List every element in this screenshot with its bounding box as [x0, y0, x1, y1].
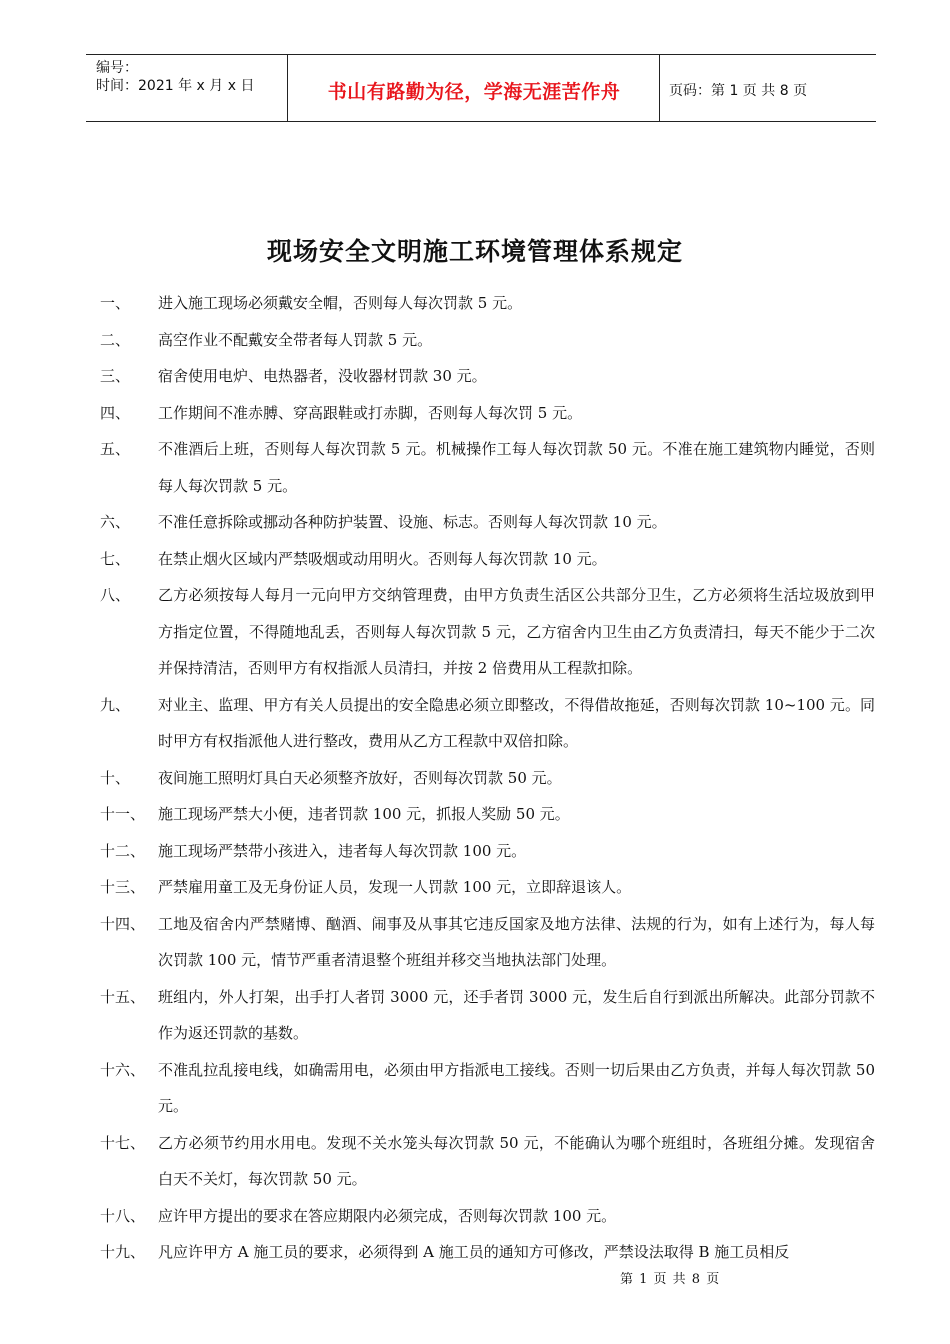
document-header [86, 54, 876, 122]
rule-number: 十一、 [100, 805, 146, 823]
rule-number: 十五、 [100, 987, 146, 1006]
rule-text: 不准任意拆除或挪动各种防护装置、设施、标志。否则每人每次罚款 10 元。 [158, 513, 667, 531]
document-time-label: 时间：2021 年 x 月 x 日 [96, 78, 255, 94]
header-motto: 书山有路勤为径，学海无涯苦作舟 [327, 81, 621, 103]
rule-number: 五、 [100, 440, 131, 458]
rule-item [100, 322, 875, 359]
rule-item [100, 358, 875, 395]
rule-number: 三、 [100, 367, 131, 385]
rule-text: 工作期间不准赤膊、穿高跟鞋或打赤脚，否则每人每次罚 5 元。 [158, 403, 583, 422]
rule-item [100, 504, 875, 541]
rule-text: 不准酒后上班，否则每人每次罚款 5 元。机械操作工每人每次罚款 50 元。不准在施工建筑物内睡觉，否则每人每次罚款 5 元。 [158, 440, 875, 495]
rule-text: 乙方必须按每人每月一元向甲方交纳管理费，由甲方负责生活区公共部分卫生，乙方必须将生活垃圾放到甲方指定位置，不得随地乱丢，否则每人每次罚款 5 元，乙方宿舍内卫生由乙方负责清扫，每天不能少于二次并保持清洁，否则甲方有权指派人员清扫，并按 2 倍费用从工程款扣除。 [158, 586, 875, 677]
header-meta [96, 59, 254, 95]
rule-number: 十、 [100, 768, 131, 787]
header-divider [287, 55, 288, 121]
rule-item [100, 833, 875, 870]
rule-number: 四、 [100, 403, 131, 422]
rule-item [100, 1234, 875, 1271]
rule-number: 二、 [100, 330, 131, 349]
rule-number: 七、 [100, 549, 131, 568]
document-number-label: 编号： [96, 60, 138, 76]
rule-number: 十二、 [100, 841, 146, 860]
rule-item [100, 869, 875, 906]
rule-item [100, 431, 875, 504]
rule-number: 九、 [100, 695, 131, 714]
rule-text: 宿舍使用电炉、电热器者，没收器材罚款 30 元。 [158, 367, 487, 385]
rule-number: 八、 [100, 586, 131, 604]
rule-number: 一、 [100, 294, 131, 312]
rule-item [100, 1052, 875, 1125]
rule-text: 进入施工现场必须戴安全帽，否则每人每次罚款 5 元。 [158, 294, 523, 312]
rule-number: 十八、 [100, 1206, 146, 1225]
rule-number: 十三、 [100, 878, 146, 896]
rule-text: 夜间施工照明灯具白天必须整齐放好，否则每次罚款 50 元。 [158, 768, 562, 787]
rule-text: 不准乱拉乱接电线，如确需用电，必须由甲方指派电工接线。否则一切后果由乙方负责，并每人每次罚款 50 元。 [158, 1060, 875, 1115]
rule-text: 应许甲方提出的要求在答应期限内必须完成，否则每次罚款 100 元。 [158, 1206, 617, 1225]
document-title: 现场安全文明施工环境管理体系规定 [266, 237, 683, 266]
header-page-info: 页码：第 1 页 共 8 页 [669, 83, 808, 99]
rule-item [100, 395, 875, 432]
rule-text: 严禁雇用童工及无身份证人员，发现一人罚款 100 元，立即辞退该人。 [158, 878, 632, 896]
rule-text: 在禁止烟火区域内严禁吸烟或动用明火。否则每人每次罚款 10 元。 [158, 549, 607, 568]
rule-text: 高空作业不配戴安全带者每人罚款 5 元。 [158, 330, 433, 349]
rule-text: 对业主、监理、甲方有关人员提出的安全隐患必须立即整改，不得借故拖延，否则每次罚款 10~100 元。同时甲方有权指派他人进行整改，费用从乙方工程款中双倍扣除。 [158, 695, 875, 750]
rule-item [100, 760, 875, 797]
rule-item [100, 1198, 875, 1235]
rule-item [100, 541, 875, 578]
rule-item [100, 906, 875, 979]
rule-text: 工地及宿舍内严禁赌博、酗酒、闹事及从事其它违反国家及地方法律、法规的行为，如有上述行为，每人每次罚款 100 元，情节严重者清退整个班组并移交当地执法部门处理。 [158, 914, 875, 969]
rule-item [100, 979, 875, 1052]
rule-text: 凡应许甲方 A 施工员的要求，必须得到 A 施工员的通知方可修改，严禁设法取得 B 施工员相反 [158, 1243, 790, 1261]
page-footer: 第 1 页 共 8 页 [620, 1272, 721, 1287]
rules-list [100, 285, 875, 1271]
rule-item [100, 285, 875, 322]
rule-text: 乙方必须节约用水用电。发现不关水笼头每次罚款 50 元，不能确认为哪个班组时，各班组分摊。发现宿舍白天不关灯，每次罚款 50 元。 [158, 1133, 875, 1188]
rule-number: 十六、 [100, 1060, 146, 1079]
rule-text: 施工现场严禁大小便，违者罚款 100 元，抓报人奖励 50 元。 [158, 805, 570, 823]
rule-number: 十四、 [100, 914, 146, 933]
rule-number: 十九、 [100, 1243, 146, 1261]
header-divider [659, 55, 660, 121]
rule-item [100, 687, 875, 760]
rule-text: 施工现场严禁带小孩进入，违者每人每次罚款 100 元。 [158, 841, 527, 860]
rule-number: 十七、 [100, 1133, 146, 1152]
rule-number: 六、 [100, 513, 131, 531]
rule-item [100, 796, 875, 833]
rule-item [100, 1125, 875, 1198]
rule-text: 班组内，外人打架，出手打人者罚 3000 元，还手者罚 3000 元，发生后自行到派出所解决。此部分罚款不作为返还罚款的基数。 [158, 987, 875, 1042]
rule-item [100, 577, 875, 687]
